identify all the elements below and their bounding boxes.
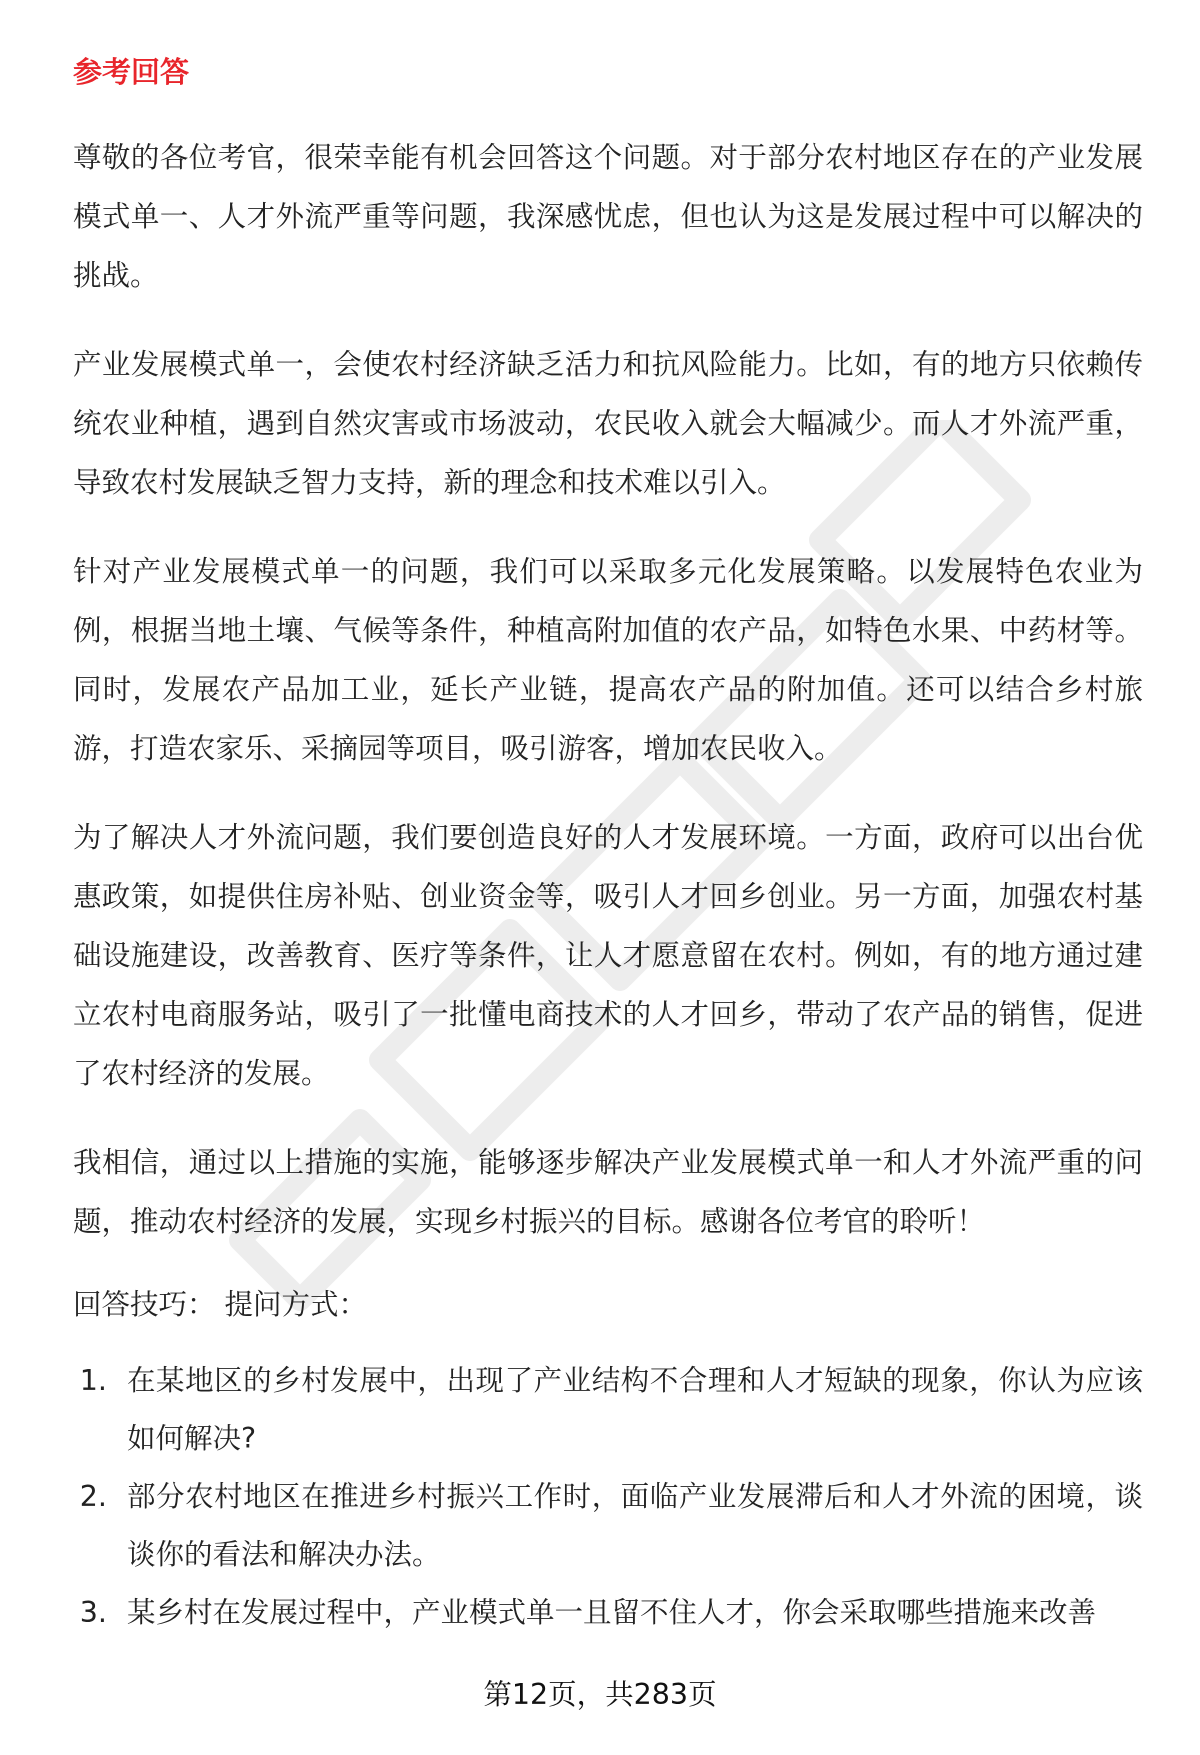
answer-paragraph: 我相信，通过以上措施的实施，能够逐步解决产业发展模式单一和人才外流严重的问题，推动农村经济的发展，实现乡村振兴的目标。感谢各位考官的聆听！ bbox=[73, 1146, 1143, 1238]
question-list bbox=[73, 1352, 1143, 1642]
section-heading: 参考回答 bbox=[73, 55, 190, 89]
question-text: 部分农村地区在推进乡村振兴工作时，面临产业发展滞后和人才外流的困境，谈谈你的看法和解决办法。 bbox=[127, 1480, 1143, 1571]
answer-paragraph: 产业发展模式单一，会使农村经济缺乏活力和抗风险能力。比如，有的地方只依赖传统农业种植，遇到自然灾害或市场波动，农民收入就会大幅减少。而人才外流严重，导致农村发展缺乏智力支持，新的理念和技术难以引入。 bbox=[73, 348, 1143, 499]
answer-paragraph: 为了解决人才外流问题，我们要创造良好的人才发展环境。一方面，政府可以出台优惠政策，如提供住房补贴、创业资金等，吸引人才回乡创业。另一方面，加强农村基础设施建设，改善教育、医疗等条件，让人才愿意留在农村。例如，有的地方通过建立农村电商服务站，吸引了一批懂电商技术的人才回乡，带动了农产品的销售，促进了农村经济的发展。 bbox=[73, 821, 1143, 1090]
question-number: 3. bbox=[79, 1596, 107, 1629]
question-item bbox=[73, 1352, 1143, 1468]
question-item bbox=[73, 1468, 1143, 1584]
question-number: 1. bbox=[79, 1364, 107, 1397]
answer-paragraph: 尊敬的各位考官，很荣幸能有机会回答这个问题。对于部分农村地区存在的产业发展模式单一、人才外流严重等问题，我深感忧虑，但也认为这是发展过程中可以解决的挑战。 bbox=[73, 141, 1143, 292]
document-page bbox=[73, 52, 1143, 1642]
answer-paragraph: 针对产业发展模式单一的问题，我们可以采取多元化发展策略。以发展特色农业为例，根据当地土壤、气候等条件，种植高附加值的农产品，如特色水果、中药材等。同时，发展农产品加工业，延长产业链，提高农产品的附加值。还可以结合乡村旅游，打造农家乐、采摘园等项目，吸引游客，增加农民收入。 bbox=[73, 555, 1143, 765]
question-number: 2. bbox=[79, 1480, 107, 1513]
question-item bbox=[73, 1584, 1143, 1642]
tips-label: 回答技巧： 提问方式： bbox=[73, 1288, 368, 1321]
question-text: 某乡村在发展过程中，产业模式单一且留不住人才，你会采取哪些措施来改善 bbox=[127, 1596, 1097, 1629]
question-text: 在某地区的乡村发展中，出现了产业结构不合理和人才短缺的现象，你认为应该如何解决? bbox=[127, 1364, 1143, 1455]
page-footer: 第12页，共283页 bbox=[483, 1678, 717, 1711]
